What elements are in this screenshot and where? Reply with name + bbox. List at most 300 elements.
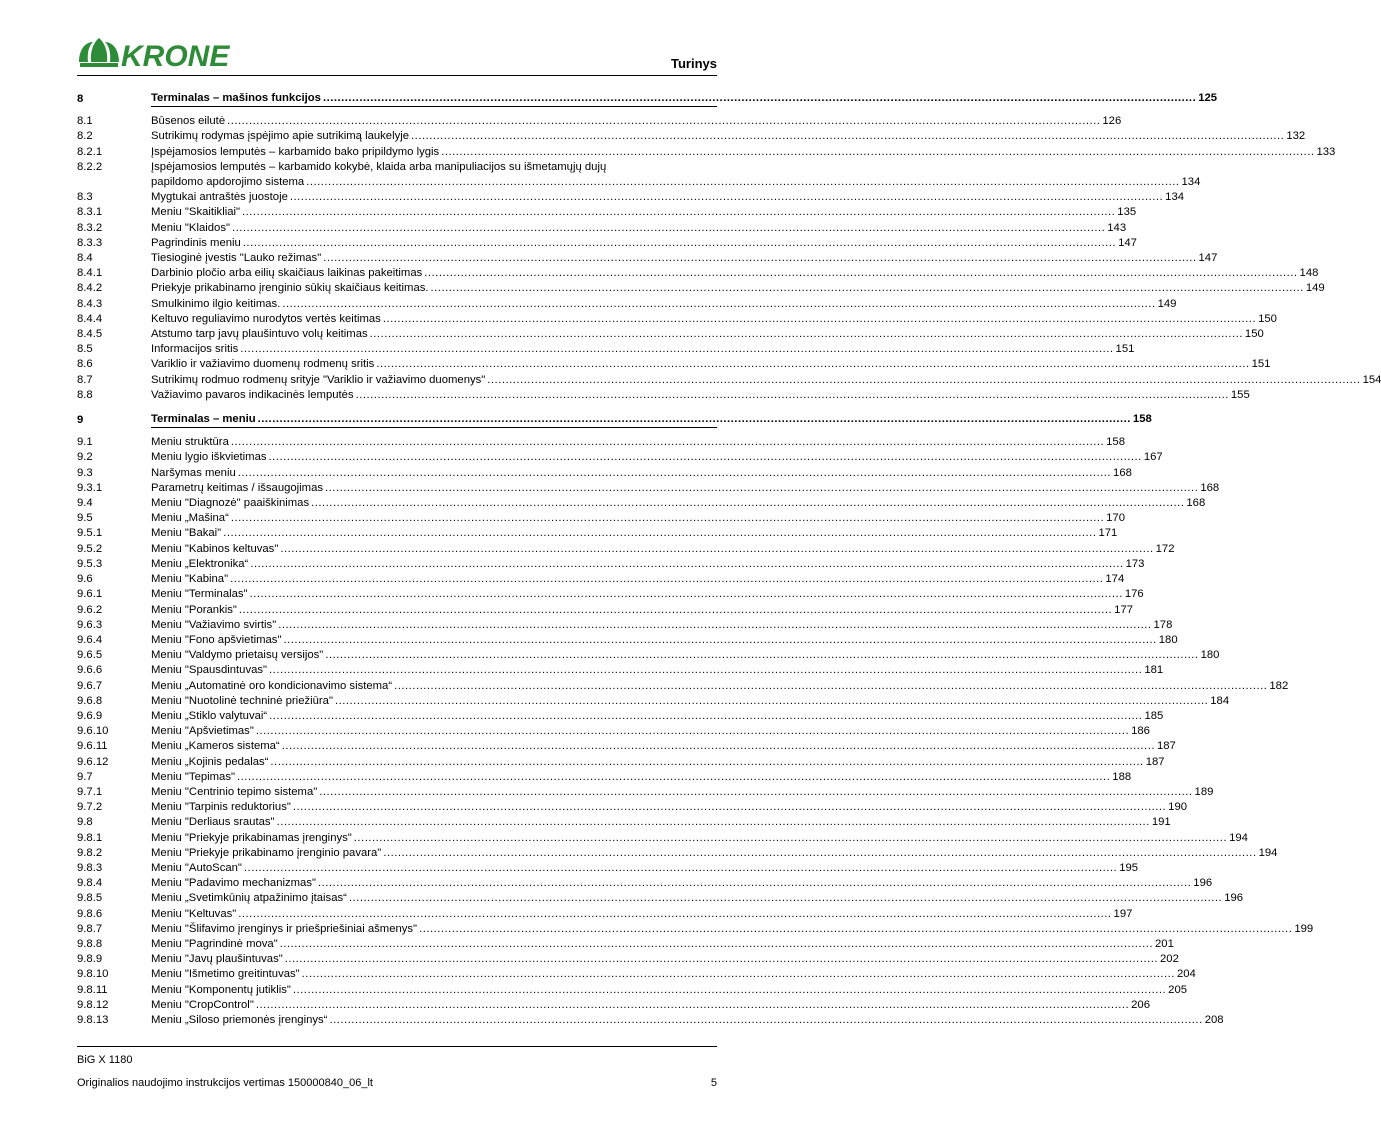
toc-entry-page: 174 xyxy=(1105,573,1125,586)
toc-entry[interactable] xyxy=(77,755,1165,770)
toc-entry-page: 173 xyxy=(1125,557,1145,570)
toc-entry-number: 8.2 xyxy=(77,130,93,143)
toc-entry-number: 9.6.11 xyxy=(77,740,108,753)
toc-entry-number: 8.4.2 xyxy=(77,282,103,295)
toc-leader-dots xyxy=(441,145,1314,160)
toc-leader-dots xyxy=(256,724,1129,739)
toc-entry-title: Meniu „Mašina“ xyxy=(151,512,229,525)
toc-entry-number: 9.8.8 xyxy=(77,937,103,950)
toc-entry-number: 9.3.1 xyxy=(77,481,103,494)
toc-entry-number: 8.2.2 xyxy=(77,160,103,173)
toc-entry[interactable] xyxy=(77,922,1314,937)
toc-entry-page: 190 xyxy=(1168,801,1188,814)
toc-entry-number: 9.2 xyxy=(77,451,93,464)
page-number: 5 xyxy=(710,1077,717,1089)
toc-entry-page: 201 xyxy=(1155,937,1174,950)
footer-divider xyxy=(77,1046,717,1047)
toc-entry[interactable] xyxy=(77,846,1278,861)
toc-entry-title: Meniu „Elektronika“ xyxy=(151,557,249,570)
toc-entry[interactable] xyxy=(77,952,1179,967)
toc-entry-title: Keltuvo reguliavimo nurodytos vertės keitimas xyxy=(151,312,381,325)
toc-entry-page: 133 xyxy=(1316,145,1336,158)
toc-leader-dots xyxy=(223,526,1096,541)
toc-entry-number: 9.6.10 xyxy=(77,725,109,738)
footer-model: BiG X 1180 xyxy=(77,1054,133,1066)
toc-entry-title: Informacijos sritis xyxy=(151,343,239,356)
toc-entry-page: 199 xyxy=(1294,922,1314,935)
toc-entry[interactable] xyxy=(77,466,1132,481)
toc-entry-title: Meniu „Stiklo valytuvai“ xyxy=(151,709,268,722)
toc-entry-page: 171 xyxy=(1098,527,1118,540)
toc-entry-page: 168 xyxy=(1113,466,1132,479)
toc-leader-dots xyxy=(237,770,1110,785)
toc-entry-page: 206 xyxy=(1131,998,1150,1011)
toc-leader-dots xyxy=(270,755,1143,770)
toc-entry-number: 9.8.3 xyxy=(77,861,103,874)
toc-entry-page: 132 xyxy=(1286,130,1306,143)
toc-entry-page: 202 xyxy=(1160,953,1179,966)
toc-entry[interactable] xyxy=(77,236,1137,251)
toc-entry-title: Meniu "Išmetimo greitintuvas" xyxy=(151,968,300,981)
toc-entry[interactable] xyxy=(77,388,1250,403)
toc-leader-dots xyxy=(325,648,1198,663)
toc-leader-dots xyxy=(230,572,1103,587)
toc-leader-dots xyxy=(394,679,1267,694)
toc-entry-title: Meniu "Klaidos" xyxy=(151,221,230,234)
toc-leader-dots xyxy=(285,952,1158,967)
toc-entry-page: 186 xyxy=(1131,725,1150,738)
toc-entry[interactable] xyxy=(77,876,1213,891)
toc-entry[interactable] xyxy=(77,357,1271,372)
toc-entry-number: 9.8.4 xyxy=(77,877,103,890)
toc-entry[interactable] xyxy=(77,724,1150,739)
toc-entry-page: 181 xyxy=(1144,664,1164,677)
toc-entry[interactable] xyxy=(77,542,1175,557)
toc-entry-number: 9.8.13 xyxy=(77,1013,109,1026)
toc-entry-page: 185 xyxy=(1144,709,1164,722)
toc-leader-dots xyxy=(349,891,1222,906)
toc-entry-page: 125 xyxy=(1198,92,1218,104)
krone-logo xyxy=(77,36,247,73)
toc-entry-title: Meniu "Porankis" xyxy=(151,603,237,616)
toc-entry-title: Atstumo tarp javų plaušintuvo volų keitimas xyxy=(151,328,368,341)
toc-leader-dots xyxy=(282,297,1155,312)
toc-entry-title: Meniu "Nuotolinė techninė priežiūra" xyxy=(151,694,333,707)
toc-entry-title: Meniu "Apšvietimas" xyxy=(151,725,254,738)
page-header-title: Turinys xyxy=(671,56,717,71)
toc-entry-page: 151 xyxy=(1115,343,1135,356)
toc-entry-number: 8.2.1 xyxy=(77,145,103,158)
toc-entry[interactable] xyxy=(77,205,1137,220)
toc-entry-title: Terminalas – mašinos funkcijos xyxy=(151,92,321,104)
toc-entry[interactable] xyxy=(77,648,1220,663)
toc-entry-number: 8.4.3 xyxy=(77,297,103,310)
toc-entry-number: 9.5 xyxy=(77,512,93,525)
toc-entry-title: Meniu "Keltuvas" xyxy=(151,907,237,920)
toc-entry-page: 167 xyxy=(1143,451,1163,464)
toc-entry-page: 154 xyxy=(1362,373,1381,386)
toc-entry[interactable] xyxy=(77,709,1164,724)
toc-entry-number: 8 xyxy=(77,93,84,105)
toc-entry[interactable] xyxy=(77,160,1201,190)
toc-entry-title: Naršymas meniu xyxy=(151,466,236,479)
toc-entry-page: 194 xyxy=(1229,831,1248,844)
toc-entry[interactable] xyxy=(77,618,1173,633)
toc-leader-dots xyxy=(280,542,1153,557)
toc-entry[interactable] xyxy=(77,435,1125,450)
toc-entry-number: 9.6.9 xyxy=(77,709,103,722)
toc-entry[interactable] xyxy=(77,937,1174,952)
toc-entry[interactable] xyxy=(77,633,1178,648)
toc-entry-page: 143 xyxy=(1107,221,1127,234)
toc-entry-number: 9.8 xyxy=(77,816,93,829)
toc-entry-title: Darbinio pločio arba eilių skaičiaus laikinas pakeitimas xyxy=(151,267,423,280)
toc-entry-page: 168 xyxy=(1186,497,1206,510)
toc-entry-title: Meniu "Kabina" xyxy=(151,573,229,586)
toc-entry-title: Meniu "Važiavimo svirtis" xyxy=(151,618,277,631)
toc-entry[interactable] xyxy=(77,572,1125,587)
toc-entry-title: Meniu "Priekyje prikabinamo įrenginio pavara" xyxy=(151,846,382,859)
toc-leader-dots xyxy=(238,907,1111,922)
toc-entry-number: 8.1 xyxy=(77,115,93,128)
toc-entry-number: 9.3 xyxy=(77,466,93,479)
toc-entry-title: Meniu "Skaitikliai" xyxy=(151,206,241,219)
toc-entry-title: Meniu "Tarpinis reduktorius" xyxy=(151,801,291,814)
toc-entry[interactable] xyxy=(77,603,1134,618)
toc-leader-dots xyxy=(250,557,1123,572)
toc-entry[interactable] xyxy=(77,511,1125,526)
toc-entry-number: 9.6.4 xyxy=(77,633,103,646)
toc-leader-dots xyxy=(231,435,1104,450)
toc-entry-number: 9.7.1 xyxy=(77,785,103,798)
toc-entry-title: Sutrikimų rodymas įspėjimo apie sutrikimą laukelyje xyxy=(151,130,410,143)
toc-leader-dots xyxy=(306,175,1179,190)
toc-entry-number: 9.8.1 xyxy=(77,831,103,844)
toc-entry-number: 9.5.2 xyxy=(77,542,103,555)
toc-entry[interactable] xyxy=(77,663,1164,678)
toc-leader-dots xyxy=(370,327,1243,342)
toc-entry-number: 9.6.5 xyxy=(77,649,103,662)
toc-entry[interactable] xyxy=(77,967,1196,982)
toc-entry[interactable] xyxy=(77,496,1206,511)
toc-entry-title: Meniu „Automatinė oro kondicionavimo sistema“ xyxy=(151,679,393,692)
toc-entry[interactable] xyxy=(77,770,1132,785)
toc-entry-number: 9.8.12 xyxy=(77,998,109,1011)
toc-entry-number: 9.8.2 xyxy=(77,846,103,859)
toc-entry-number: 8.6 xyxy=(77,358,93,371)
toc-leader-dots xyxy=(244,861,1117,876)
toc-entry-page: 191 xyxy=(1151,816,1171,829)
toc-leader-dots xyxy=(376,357,1249,372)
toc-entry-number: 9.6.8 xyxy=(77,694,103,707)
toc-entry-page: 197 xyxy=(1113,907,1133,920)
toc-entry-number: 9.5.1 xyxy=(77,527,103,540)
toc-entry-title: Įspėjamosios lemputės – karbamido kokybė, klaida arba manipuliacijos su išmetamųjų dujų xyxy=(151,160,607,173)
toc-entry-title: Meniu "AutoScan" xyxy=(151,861,242,874)
toc-entry[interactable] xyxy=(77,998,1150,1013)
toc-entry-number: 8.7 xyxy=(77,373,93,386)
toc-entry[interactable] xyxy=(77,312,1277,327)
toc-entry[interactable] xyxy=(77,481,1220,496)
toc-entry-number: 8.4 xyxy=(77,252,93,265)
toc-entry-title: Meniu „Siloso priemonės įrenginys“ xyxy=(151,1013,328,1026)
toc-entry-title: Parametrų keitimas / išsaugojimas xyxy=(151,481,324,494)
toc-entry[interactable] xyxy=(77,831,1248,846)
toc-entry-number: 8.5 xyxy=(77,343,93,356)
toc-entry-number: 8.3 xyxy=(77,191,93,204)
toc-leader-dots xyxy=(431,281,1304,296)
toc-entry-number: 9.6 xyxy=(77,573,93,586)
toc-entry-title: Sutrikimų rodmuo rodmenų srityje "Variklio ir važiavimo duomenys" xyxy=(151,373,486,386)
toc-leader-dots xyxy=(329,1013,1202,1028)
toc-entry-number: 9.4 xyxy=(77,497,93,510)
toc-entry-title: Važiavimo pavaros indikacinės lemputės xyxy=(151,388,354,401)
toc-leader-dots xyxy=(243,236,1116,251)
toc-entry-page: 187 xyxy=(1156,740,1176,753)
toc-entry-number: 9.8.6 xyxy=(77,907,103,920)
toc-entry-page: 172 xyxy=(1155,542,1175,555)
toc-entry[interactable] xyxy=(77,266,1319,281)
toc-leader-dots xyxy=(242,205,1115,220)
toc-entry-title: Meniu "Tepimas" xyxy=(151,770,235,783)
toc-entry-title: Variklio ir važiavimo duomenų rodmenų sritis xyxy=(151,358,375,371)
toc-entry-number: 9.7.2 xyxy=(77,801,103,814)
toc-entry-page: 184 xyxy=(1210,694,1230,707)
toc-entry-title: Pagrindinis meniu xyxy=(151,236,241,249)
toc-entry-title: Meniu lygio iškvietimas xyxy=(151,451,267,464)
toc-entry[interactable] xyxy=(77,815,1171,830)
toc-entry-page: 147 xyxy=(1118,236,1137,249)
toc-entry-page: 196 xyxy=(1224,892,1244,905)
toc-entry-title: Meniu "Pagrindinė mova" xyxy=(151,937,278,950)
toc-leader-dots xyxy=(383,846,1256,861)
toc-entry[interactable] xyxy=(77,190,1185,205)
toc-entry[interactable] xyxy=(77,800,1188,815)
toc-entry[interactable] xyxy=(77,694,1230,709)
toc-entry-page: 180 xyxy=(1200,649,1220,662)
toc-leader-dots xyxy=(232,221,1105,236)
toc-entry-title: Būsenos eilutė xyxy=(151,115,226,128)
toc-entry-number: 8.3.2 xyxy=(77,221,103,234)
toc-entry-number: 9.8.11 xyxy=(77,983,108,996)
toc-leader-dots xyxy=(240,342,1113,357)
toc-leader-dots xyxy=(411,129,1284,144)
toc-leader-dots xyxy=(323,91,1196,106)
toc-entry[interactable] xyxy=(77,129,1306,144)
toc-entry-page: 178 xyxy=(1153,618,1173,631)
toc-entry[interactable] xyxy=(77,327,1264,342)
toc-entry[interactable] xyxy=(77,785,1214,800)
toc-leader-dots xyxy=(424,266,1297,281)
toc-leader-dots xyxy=(311,496,1184,511)
toc-entry-page: 195 xyxy=(1119,861,1139,874)
toc-entry-page: 168 xyxy=(1200,481,1220,494)
table-of-contents xyxy=(77,91,1381,1028)
toc-entry-number: 9.6.6 xyxy=(77,664,103,677)
toc-leader-dots xyxy=(280,937,1153,952)
toc-entry-number: 8.4.4 xyxy=(77,312,103,325)
toc-entry-page: 208 xyxy=(1204,1013,1224,1026)
toc-entry-title: Meniu "Padavimo mechanizmas" xyxy=(151,877,316,890)
toc-entry[interactable] xyxy=(77,861,1139,876)
toc-entry-title-continued: papildomo apdorojimo sistema xyxy=(151,176,305,189)
toc-entry-title: Meniu „Svetimkūnių atpažinimo įtaisas“ xyxy=(151,892,347,905)
toc-entry-title: Meniu "CropControl" xyxy=(151,998,254,1011)
toc-entry-title: Meniu "Spausdintuvas" xyxy=(151,664,268,677)
toc-entry[interactable] xyxy=(77,221,1127,236)
toc-entry-title: Meniu "Priekyje prikabinamas įrenginys" xyxy=(151,831,352,844)
toc-entry[interactable] xyxy=(77,679,1289,694)
toc-entry-page: 176 xyxy=(1124,588,1144,601)
toc-entry-page: 158 xyxy=(1106,436,1125,449)
toc-entry-number: 9.1 xyxy=(77,436,93,449)
toc-leader-dots xyxy=(356,388,1229,403)
toc-leader-dots xyxy=(325,481,1198,496)
toc-leader-dots xyxy=(293,983,1166,998)
toc-entry-number: 8.3.3 xyxy=(77,236,103,249)
toc-entry-number: 8.8 xyxy=(77,388,93,401)
toc-entry-page: 148 xyxy=(1299,267,1319,280)
toc-entry-number: 9 xyxy=(77,414,84,427)
toc-entry[interactable] xyxy=(77,739,1176,754)
toc-entry-number: 9.6.2 xyxy=(77,603,103,616)
toc-leader-dots xyxy=(256,998,1129,1013)
toc-entry-title: Meniu "Valdymo prietaisų versijos" xyxy=(151,649,324,662)
toc-entry-title: Meniu "Fono apšvietimas" xyxy=(151,633,282,646)
toc-entry-title: Meniu "Diagnozė" paaiškinimas xyxy=(151,497,310,510)
toc-entry-page: 187 xyxy=(1145,755,1165,768)
toc-entry-title: Tiesioginė įvestis "Lauko režimas" xyxy=(151,252,322,265)
toc-entry-page: 151 xyxy=(1251,358,1271,371)
toc-leader-dots xyxy=(290,190,1163,205)
toc-leader-dots xyxy=(250,587,1123,602)
toc-entry-page: 155 xyxy=(1230,388,1250,401)
toc-entry-title: Meniu "Centrinio tepimo sistema" xyxy=(151,785,318,798)
toc-entry-number: 9.8.9 xyxy=(77,953,103,966)
toc-entry-number: 9.8.10 xyxy=(77,968,109,981)
toc-leader-dots xyxy=(323,251,1196,266)
toc-leader-dots xyxy=(419,922,1292,937)
toc-leader-dots xyxy=(278,618,1151,633)
toc-entry-page: 196 xyxy=(1193,877,1213,890)
toc-entry-number: 9.8.7 xyxy=(77,922,103,935)
toc-entry-number: 9.8.5 xyxy=(77,892,103,905)
toc-entry-number: 8.3.1 xyxy=(77,206,103,219)
toc-entry-page: 158 xyxy=(1132,413,1152,426)
toc-entry[interactable] xyxy=(77,251,1218,266)
toc-entry[interactable] xyxy=(77,114,1122,129)
toc-entry-page: 189 xyxy=(1194,785,1214,798)
toc-entry-page: 182 xyxy=(1269,679,1289,692)
toc-entry-page: 205 xyxy=(1168,983,1188,996)
toc-leader-dots xyxy=(302,967,1175,982)
toc-entry-page: 147 xyxy=(1198,252,1218,265)
toc-entry-page: 177 xyxy=(1114,603,1134,616)
toc-entry-title: Įspėjamosios lemputės – karbamido bako pripildymo lygis xyxy=(151,145,440,158)
toc-entry-page: 188 xyxy=(1112,770,1132,783)
toc-leader-dots xyxy=(283,633,1156,648)
toc-entry[interactable] xyxy=(77,526,1118,541)
toc-entry[interactable] xyxy=(77,450,1163,465)
toc-leader-dots xyxy=(238,466,1111,481)
toc-entry-page: 134 xyxy=(1181,176,1201,189)
toc-chapter-entry[interactable] xyxy=(77,412,1152,428)
toc-entry[interactable] xyxy=(77,297,1177,312)
toc-entry-title: Meniu „Kameros sistema“ xyxy=(151,740,280,753)
toc-entry-page: 204 xyxy=(1176,968,1196,981)
toc-leader-dots xyxy=(258,412,1131,427)
toc-entry-page: 135 xyxy=(1117,206,1137,219)
toc-entry-page: 180 xyxy=(1158,633,1178,646)
toc-entry[interactable] xyxy=(77,373,1381,388)
toc-entry-page: 149 xyxy=(1157,297,1177,310)
toc-entry-title: Meniu "Šlifavimo įrenginys ir priešpriešiniai ašmenys" xyxy=(151,922,418,935)
toc-entry-number: 9.7 xyxy=(77,770,93,783)
toc-entry-title: Mygtukai antraštės juostoje xyxy=(151,191,288,204)
toc-entry-number: 8.4.1 xyxy=(77,267,103,280)
toc-entry-title: Meniu "Kabinos keltuvas" xyxy=(151,542,279,555)
toc-entry-title: Meniu "Derliaus srautas" xyxy=(151,816,275,829)
toc-entry-page: 194 xyxy=(1258,846,1278,859)
toc-entry-title: Meniu "Komponentų jutiklis" xyxy=(151,983,291,996)
toc-entry-number: 9.6.7 xyxy=(77,679,103,692)
toc-entry[interactable] xyxy=(77,983,1188,998)
toc-entry-page: 134 xyxy=(1165,191,1185,204)
toc-entry[interactable] xyxy=(77,281,1325,296)
toc-leader-dots xyxy=(282,739,1155,754)
toc-entry-number: 9.6.3 xyxy=(77,618,103,631)
toc-entry-page: 126 xyxy=(1102,115,1122,128)
toc-leader-dots xyxy=(354,831,1227,846)
toc-entry[interactable] xyxy=(77,891,1244,906)
toc-entry-page: 170 xyxy=(1106,512,1125,525)
toc-leader-dots xyxy=(293,800,1166,815)
toc-leader-dots xyxy=(319,785,1192,800)
toc-entry-number: 9.6.1 xyxy=(77,588,103,601)
toc-entry-title: Priekyje prikabinamo įrenginio sūkių skaičiaus keitimas. xyxy=(151,282,429,295)
toc-entry-title: Smulkinimo ilgio keitimas. xyxy=(151,297,281,310)
toc-entry-number: 9.5.3 xyxy=(77,557,103,570)
toc-entry-title: Meniu „Kojinis pedalas“ xyxy=(151,755,269,768)
toc-entry[interactable] xyxy=(77,1013,1224,1028)
toc-entry[interactable] xyxy=(77,557,1145,572)
svg-text:KRONE: KRONE xyxy=(121,40,230,73)
toc-leader-dots xyxy=(277,815,1150,830)
toc-entry[interactable] xyxy=(77,587,1144,602)
toc-entry-title: Meniu struktūra xyxy=(151,436,229,449)
footer-document-title: Originalios naudojimo instrukcijos vertimas 150000840_06_lt xyxy=(77,1077,373,1089)
toc-leader-dots xyxy=(383,312,1256,327)
toc-entry[interactable] xyxy=(77,145,1336,160)
toc-chapter-entry[interactable] xyxy=(77,91,1218,107)
toc-leader-dots xyxy=(269,709,1142,724)
toc-entry-page: 150 xyxy=(1258,312,1277,325)
toc-leader-dots xyxy=(269,450,1142,465)
toc-entry-title: Meniu "Bakai" xyxy=(151,527,222,540)
toc-entry-number: 9.6.12 xyxy=(77,755,109,768)
toc-entry-title: Terminalas – meniu xyxy=(151,413,256,426)
toc-leader-dots xyxy=(335,694,1208,709)
toc-leader-dots xyxy=(269,663,1142,678)
header-divider xyxy=(77,75,717,76)
toc-entry-title: Meniu "Javų plaušintuvas" xyxy=(151,953,283,966)
toc-entry-page: 149 xyxy=(1305,282,1325,295)
toc-entry[interactable] xyxy=(77,342,1135,357)
toc-entry[interactable] xyxy=(77,907,1133,922)
toc-leader-dots xyxy=(318,876,1191,891)
toc-entry-page: 150 xyxy=(1244,328,1264,341)
toc-entry-number: 8.4.5 xyxy=(77,328,103,341)
